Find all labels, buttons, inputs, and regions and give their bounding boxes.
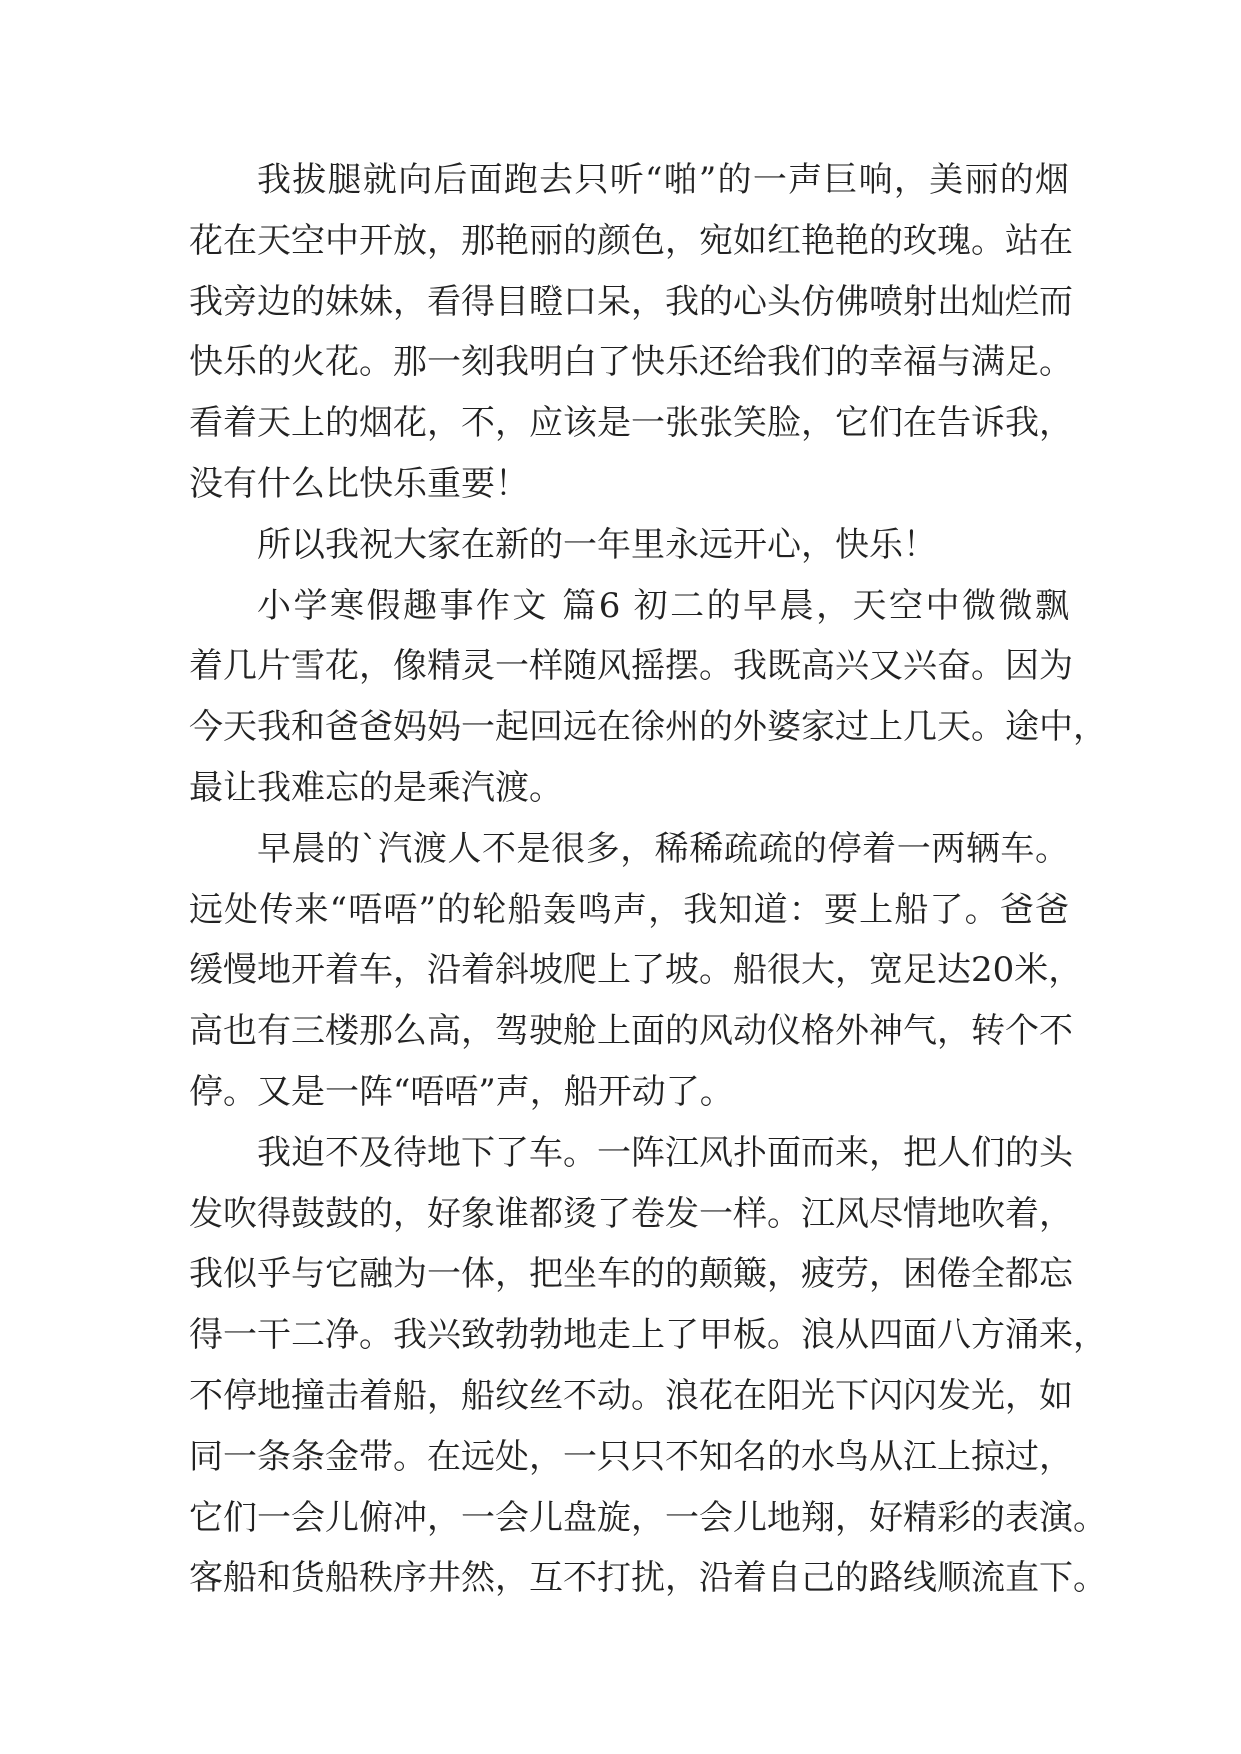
text-line: 早晨的`汽渡人不是很多，稀稀疏疏的停着一两辆车。: [257, 828, 1069, 869]
text-line: 我迫不及待地下了车。一阵江风扑面而来，把人们的头: [257, 1132, 1073, 1173]
text-line: 我旁边的妹妹，看得目瞪口呆，我的心头仿佛喷射出灿烂而: [189, 281, 1073, 322]
text-line: 高也有三楼那么高，驾驶舱上面的风动仪格外神气，转个不: [189, 1011, 1073, 1052]
text-line: 发吹得鼓鼓的，好象谁都烫了卷发一样。江风尽情地吹着，: [189, 1193, 1073, 1234]
text-line: 看着天上的烟花，不，应该是一张张笑脸，它们在告诉我，: [189, 403, 1073, 444]
text-line: 同一条条金带。在远处，一只只不知名的水鸟从江上掠过，: [189, 1436, 1073, 1477]
text-line: 小学寒假趣事作文 篇6 初二的早晨，天空中微微飘: [257, 585, 1069, 626]
text-line: 不停地撞击着船，船纹丝不动。浪花在阳光下闪闪发光，如: [189, 1375, 1073, 1416]
text-line: 缓慢地开着车，沿着斜坡爬上了坡。船很大，宽足达20米，: [189, 950, 1083, 991]
text-line: 远处传来“唔唔”的轮船轰鸣声，我知道：要上船了。爸爸: [189, 889, 1069, 930]
text-line: 我拔腿就向后面跑去只听“啪”的一声巨响，美丽的烟: [257, 160, 1069, 200]
text-line: 它们一会儿俯冲，一会儿盘旋，一会儿地翔，好精彩的表演。: [189, 1497, 1107, 1538]
document-body: [189, 150, 1107, 1609]
text-line: 最让我难忘的是乘汽渡。: [189, 767, 563, 808]
text-line: 停。又是一阵“唔唔”声，船开动了。: [189, 1071, 734, 1112]
text-line: 花在天空中开放，那艳丽的颜色，宛如红艳艳的玫瑰。站在: [189, 220, 1073, 261]
text-line: 我似乎与它融为一体，把坐车的的颠簸，疲劳，困倦全都忘: [189, 1254, 1073, 1295]
text-line: 今天我和爸爸妈妈一起回远在徐州的外婆家过上几天。途中，: [189, 707, 1107, 748]
text-line: 快乐的火花。那一刻我明白了快乐还给我们的幸福与满足。: [189, 342, 1073, 383]
text-line: 客船和货船秩序井然，互不打扰，沿着自己的路线顺流直下。: [189, 1558, 1107, 1599]
text-line: 着几片雪花，像精灵一样随风摇摆。我既高兴又兴奋。因为: [189, 646, 1073, 687]
text-line: 得一干二净。我兴致勃勃地走上了甲板。浪从四面八方涌来，: [189, 1315, 1107, 1356]
text-line: 所以我祝大家在新的一年里永远开心，快乐！: [257, 524, 937, 565]
text-line: 没有什么比快乐重要！: [189, 463, 529, 504]
